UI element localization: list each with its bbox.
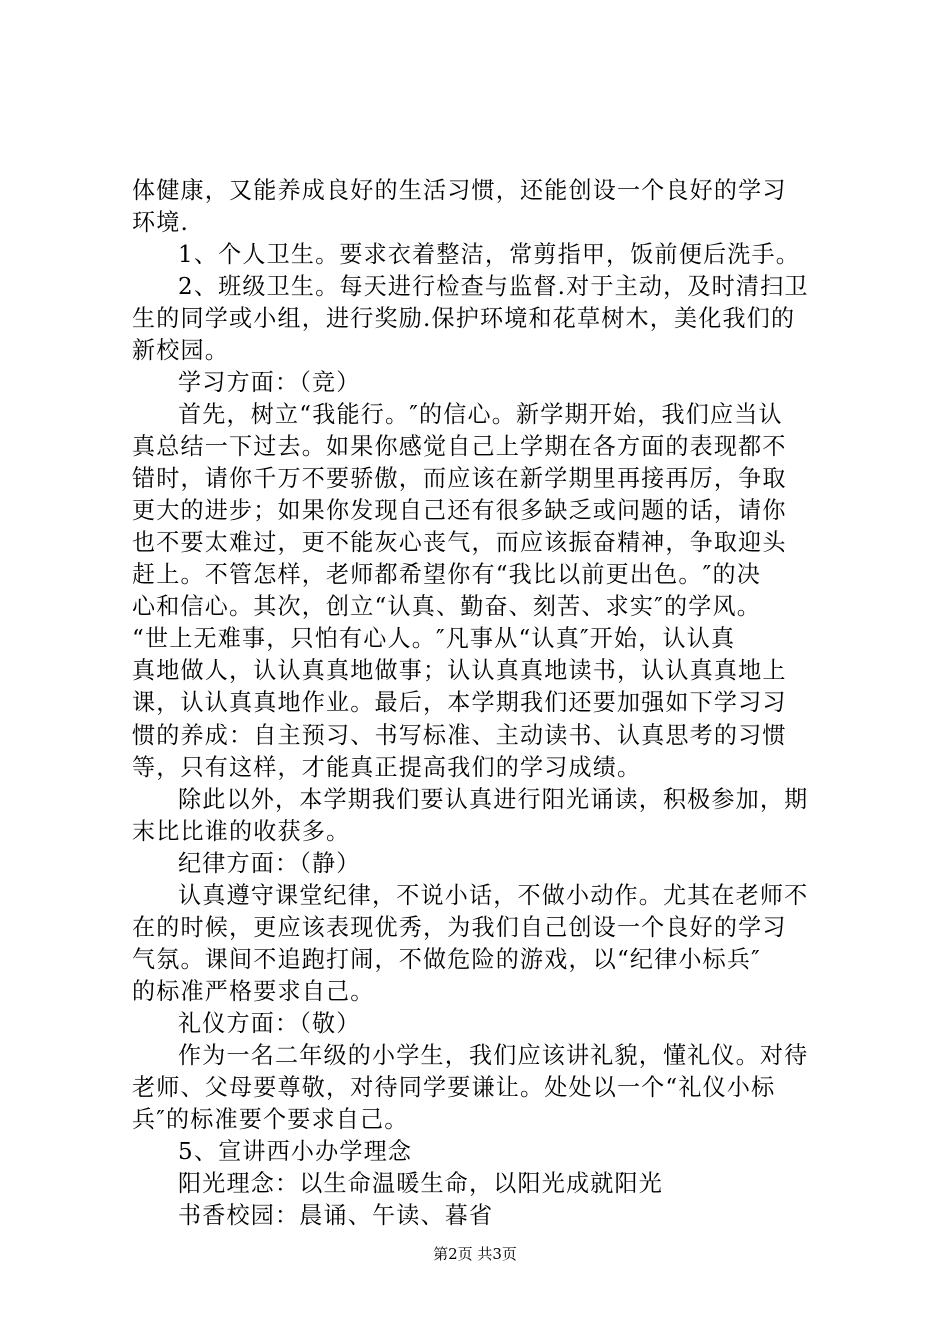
text-line: 赶上。不管怎样，老师都希望你有“我比以前更出色。″的决 [132, 562, 761, 589]
text-line: 5、宣讲西小办学理念 [178, 1138, 413, 1165]
text-line: 在的时候，更应该表现优秀，为我们自己创设一个良好的学习 [132, 914, 787, 941]
text-line: 更大的进步；如果你发现自己还有很多缺乏或问题的话，请你 [132, 498, 787, 525]
text-line: 首先，树立“我能行。″的信心。新学期开始，我们应当认 [178, 402, 783, 429]
text-line: 真总结一下过去。如果你感觉自己上学期在各方面的表现都不 [132, 434, 787, 461]
text-line: 环境. [132, 210, 190, 237]
text-line: 等，只有这样，才能真正提高我们的学习成绩。 [132, 754, 642, 781]
text-line: 的标准严格要求自己。 [132, 978, 375, 1005]
text-line: 生的同学或小组，进行奖励.保护环境和花草树木，美化我们的 [132, 306, 796, 333]
text-line: 真地做人，认认真真地做事；认认真真地读书，认认真真地上 [132, 658, 787, 685]
text-line: 新校园。 [132, 338, 229, 365]
text-line: 作为一名二年级的小学生，我们应该讲礼貌，懂礼仪。对待 [178, 1042, 809, 1069]
text-line: 错时，请你千万不要骄傲，而应该在新学期里再接再厉，争取 [132, 466, 787, 493]
text-line: 书香校园：晨诵、午读、暮省 [178, 1202, 494, 1229]
text-line: 老师、父母要尊敬，对待同学要谦让。处处以一个“礼仪小标 [132, 1074, 776, 1101]
text-line: 1、个人卫生。要求衣着整洁，常剪指甲，饭前便后洗手。 [178, 242, 801, 269]
text-line: 2、班级卫生。每天进行检查与监督.对于主动，及时清扫卫 [178, 274, 809, 301]
text-line: 气氛。课间不追跑打闹，不做危险的游戏，以“纪律小标兵″ [132, 946, 761, 973]
text-line: “世上无难事，只怕有心人。″凡事从“认真″开始，认认真 [132, 626, 736, 653]
text-line: 除此以外，本学期我们要认真进行阳光诵读，积极参加，期 [178, 786, 809, 813]
section-heading-study: 学习方面：（竞） [178, 370, 361, 397]
text-line: 心和信心。其次，创立“认真、勤奋、刻苦、求实″的学风。 [132, 594, 761, 621]
text-line: 惯的养成：自主预习、书写标准、主动读书、认真思考的习惯 [132, 722, 787, 749]
section-heading-etiquette: 礼仪方面：（敬） [178, 1010, 361, 1037]
text-line: 兵″的标准要个要求自己。 [132, 1106, 409, 1133]
text-line: 认真遵守课堂纪律，不说小话，不做小动作。尤其在老师不 [178, 882, 809, 909]
text-line: 课，认认真真地作业。最后，本学期我们还要加强如下学习习 [132, 690, 787, 717]
text-line: 也不要太难过，更不能灰心丧气，而应该振奋精神，争取迎头 [132, 530, 787, 557]
page-footer: 第2页 共3页 [433, 1245, 517, 1263]
text-line: 阳光理念：以生命温暖生命，以阳光成就阳光 [178, 1170, 663, 1197]
text-line: 末比比谁的收获多。 [132, 818, 351, 845]
text-line: 体健康，又能养成良好的生活习惯，还能创设一个良好的学习 [132, 178, 787, 204]
section-heading-discipline: 纪律方面：（静） [178, 850, 361, 877]
